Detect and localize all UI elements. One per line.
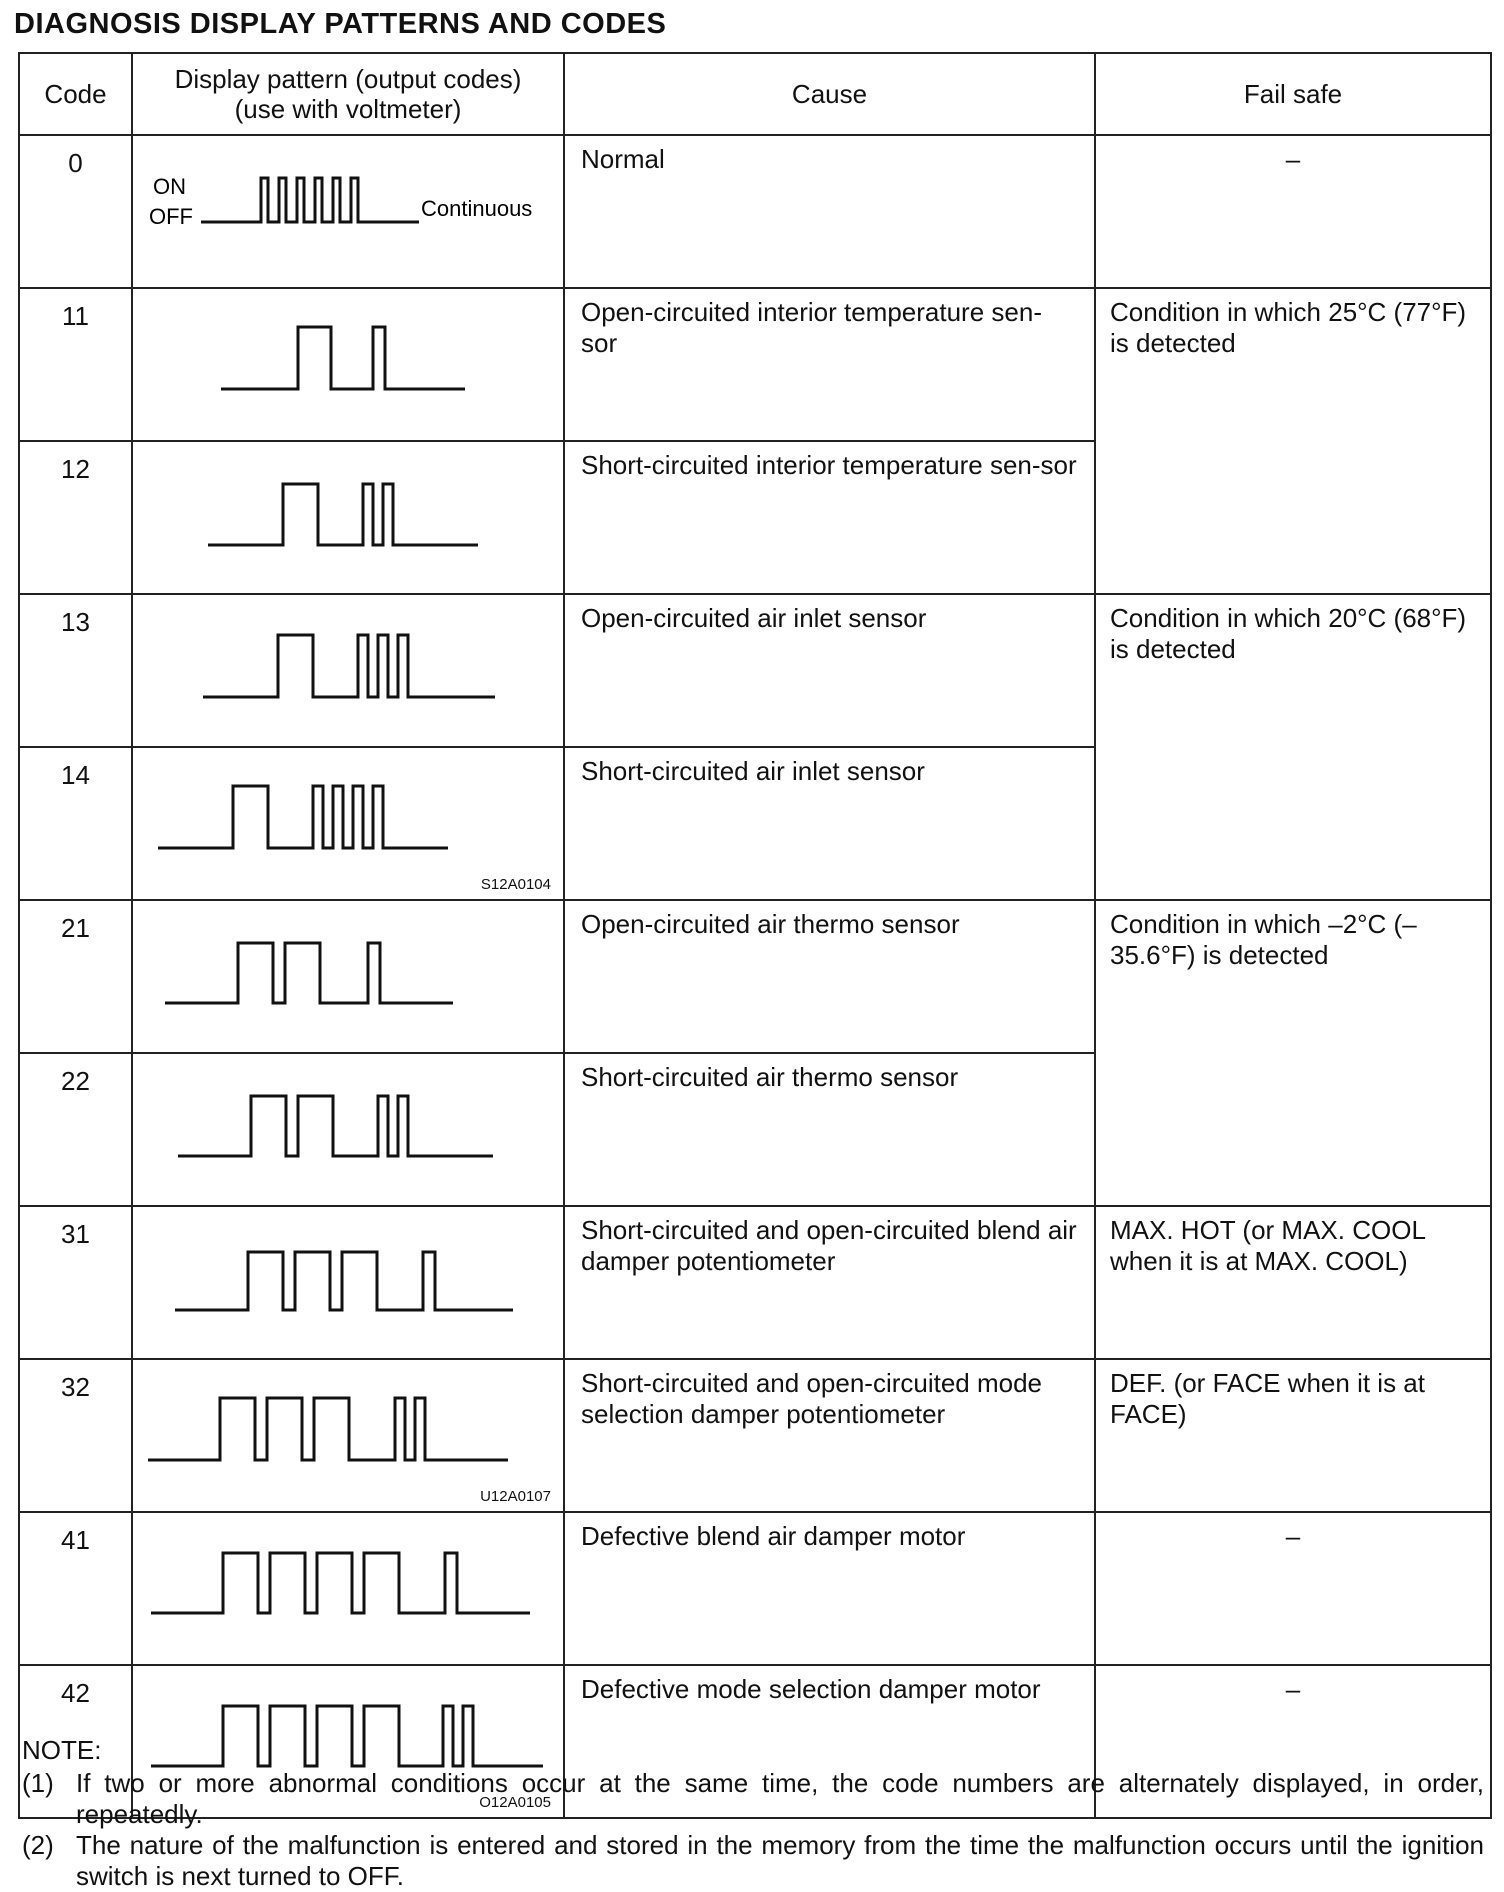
pattern-code-31 [133,1207,565,1346]
code-cell: 0 [19,135,132,288]
pattern-cell [132,441,564,594]
header-pattern-line2: (use with voltmeter) [234,94,462,124]
code-cell: 31 [19,1206,132,1359]
cause-cell: Defective blend air damper motor [564,1512,1095,1665]
diagnosis-table [18,52,1492,1819]
note-text: If two or more abnormal conditions occur at the same time, the code numbers are alternately displayed, in order, repeatedly. [76,1768,1484,1829]
note-item [22,1830,1484,1892]
code-cell: 13 [19,594,132,747]
label-continuous: Continuous [421,196,533,221]
code-cell: 14 [19,747,132,900]
fail-safe-cell: Condition in which 25°C (77°F) is detected [1095,288,1491,594]
waveform [165,943,453,1003]
cause-cell: Short-circuited and open-circuited blend air damper potentiometer [564,1206,1095,1359]
pattern-cell [132,135,564,288]
pattern-code-32 [133,1360,565,1499]
code-cell: 21 [19,900,132,1053]
cause-cell: Open-circuited air thermo sensor [564,900,1095,1053]
table-row [19,1206,1491,1359]
cause-cell: Open-circuited air inlet sensor [564,594,1095,747]
code-cell: 41 [19,1512,132,1665]
pattern-code-0 [133,136,565,275]
fail-safe-cell: Condition in which 20°C (68°F) is detected [1095,594,1491,900]
label-off: OFF [149,204,193,229]
note-number: (2) [22,1830,54,1860]
code-cell: 32 [19,1359,132,1512]
table-row [19,1512,1491,1665]
note-item [22,1768,1484,1830]
pattern-code-11 [133,289,565,428]
table-row [19,900,1491,1053]
pattern-cell [132,1206,564,1359]
cause-cell: Short-circuited air thermo sensor [564,1053,1095,1206]
cause-cell: Defective mode selection damper motor [564,1665,1095,1818]
pattern-cell [132,900,564,1053]
label-on: ON [153,174,186,199]
header-pattern-line1: Display pattern (output codes) [174,64,522,94]
figure-ref: O12A0105 [479,1794,551,1811]
pattern-cell [132,747,564,900]
note-number: (1) [22,1768,54,1798]
fail-safe-cell: – [1095,1665,1491,1818]
table-header-row [19,53,1491,135]
table-row [19,135,1491,288]
header-cause: Cause [564,53,1095,135]
pattern-code-21 [133,901,565,1040]
header-code: Code [19,53,132,135]
pattern-cell [132,1512,564,1665]
fail-safe-cell: – [1095,1512,1491,1665]
pattern-code-14 [133,748,565,887]
pattern-cell [132,594,564,747]
waveform [201,178,419,222]
code-cell: 22 [19,1053,132,1206]
pattern-code-41 [133,1513,565,1652]
note-heading: NOTE: [22,1735,102,1765]
fail-safe-cell: – [1095,135,1491,288]
figure-ref: S12A0104 [480,876,551,893]
table-row [19,288,1491,441]
code-cell: 12 [19,441,132,594]
cause-cell: Short-circuited air inlet sensor [564,747,1095,900]
table-row [19,1359,1491,1512]
waveform [203,635,495,697]
pattern-cell [132,1053,564,1206]
pattern-cell [132,288,564,441]
note-section [22,1735,1484,1892]
pattern-cell [132,1359,564,1512]
cause-cell: Short-circuited interior temperature sen-sor [564,441,1095,594]
note-text: The nature of the malfunction is entered and stored in the memory from the time the malfunction occurs until the ignition switch is next turned to OFF. [76,1830,1484,1891]
pattern-code-13 [133,595,565,734]
code-cell: 11 [19,288,132,441]
waveform [221,327,465,389]
waveform [148,1398,508,1460]
fail-safe-cell: DEF. (or FACE when it is at FACE) [1095,1359,1491,1512]
waveform [158,786,448,848]
cause-cell: Short-circuited and open-circuited mode selection damper potentiometer [564,1359,1095,1512]
code-cell: 42 [19,1665,132,1818]
waveform [151,1553,530,1613]
page-title: DIAGNOSIS DISPLAY PATTERNS AND CODES [14,8,667,40]
header-fail-safe: Fail safe [1095,53,1491,135]
fail-safe-cell: Condition in which –2°C (–35.6°F) is detected [1095,900,1491,1206]
pattern-code-12 [133,442,565,581]
waveform [208,484,478,545]
cause-cell: Open-circuited interior temperature sen-sor [564,288,1095,441]
header-display-pattern [132,53,564,135]
cause-cell: Normal [564,135,1095,288]
waveform [178,1096,493,1156]
figure-ref: U12A0107 [480,1488,551,1505]
pattern-code-22 [133,1054,565,1193]
fail-safe-cell: MAX. HOT (or MAX. COOL when it is at MAX. COOL) [1095,1206,1491,1359]
table-row [19,594,1491,747]
waveform [175,1252,513,1310]
